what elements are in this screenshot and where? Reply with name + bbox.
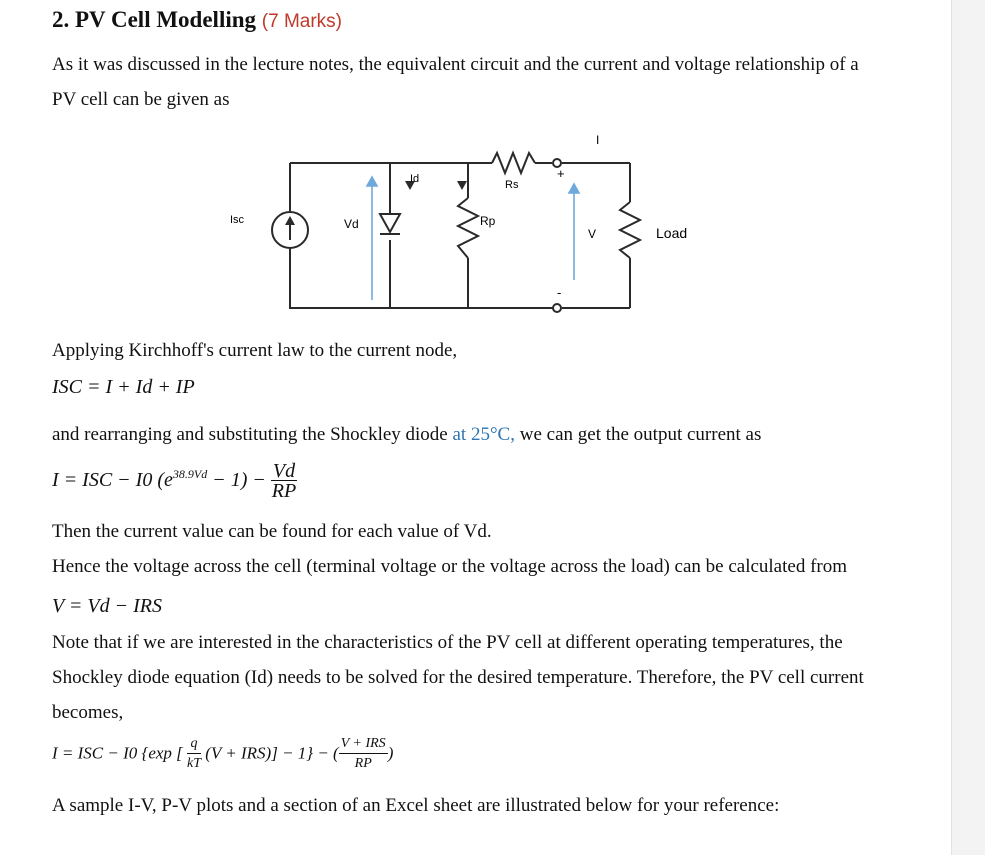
- eq4-fraction: [339, 735, 388, 774]
- eq1-text: ISC = I + Id + IP: [52, 376, 195, 398]
- note-line-1: Note that if we are interested in the characteristics of the PV cell at different operating temperatures, the: [52, 632, 843, 653]
- heading-text: 2. PV Cell Modelling: [52, 7, 257, 32]
- eq2-mid: − 1) −: [207, 469, 266, 492]
- label-vd: Vd: [344, 217, 359, 231]
- resistor-rs: [492, 153, 535, 173]
- eq4-q: q: [187, 735, 201, 754]
- diode-triangle: [380, 214, 400, 232]
- rearrange-text: [52, 424, 761, 446]
- equation-terminal-voltage: [52, 595, 162, 618]
- eq2-lhs: I = ISC − I0 (e: [52, 469, 173, 492]
- label-i: I: [596, 133, 600, 147]
- eq4-numerator: V + IRS: [339, 735, 388, 754]
- eq3-text: V = Vd − IRS: [52, 595, 162, 617]
- eq4-end: ): [387, 743, 394, 763]
- pv-equivalent-circuit: [200, 130, 720, 325]
- diode: [380, 214, 400, 234]
- resistor-rp: [458, 198, 478, 258]
- eq2-fraction: [271, 462, 297, 501]
- section-heading: [52, 7, 342, 33]
- kcl-text: Applying Kirchhoff's current law to the current node,: [52, 340, 458, 361]
- label-minus: -: [557, 285, 562, 300]
- eq4-denominator: RP: [354, 756, 372, 771]
- hence-text: Hence the voltage across the cell (terminal voltage or the voltage across the load) can be calculated from: [52, 556, 848, 577]
- label-id: Id: [410, 173, 420, 185]
- intro-line-1: As it was discussed in the lecture notes, the equivalent circuit and the current and voltage relationship of a: [52, 54, 859, 75]
- equation-kcl: [52, 376, 195, 399]
- label-isc: Isc: [230, 214, 245, 226]
- eq4-lhs: I = ISC − I0 {exp [: [52, 743, 183, 763]
- note-line-2: Shockley diode equation (Id) needs to be solved for the desired temperature. Therefore, the PV cell current: [52, 667, 864, 688]
- vd-arrow-head: [367, 177, 377, 186]
- eq4-q-over-kt: [187, 735, 201, 774]
- resistor-load: [620, 202, 640, 258]
- sample-text: A sample I-V, P-V plots and a section of an Excel sheet are illustrated below for your reference:: [52, 795, 780, 816]
- label-plus: +: [557, 166, 565, 181]
- label-v: V: [588, 227, 597, 241]
- terminal-minus: [553, 304, 561, 312]
- rearrange-c: we can get the output current as: [519, 424, 762, 445]
- equation-output-current: [52, 462, 297, 501]
- eq4-kt: kT: [187, 756, 202, 771]
- eq2-denominator: RP: [271, 480, 297, 502]
- rearrange-temp: at 25°C,: [452, 424, 515, 445]
- eq4-mid: (V + IRS)] − 1} − (: [205, 743, 339, 763]
- heading-marks: (7 Marks): [261, 11, 342, 32]
- rp-current-arrow-icon: [457, 181, 467, 190]
- page-edge: [951, 0, 985, 855]
- label-rs: Rs: [505, 179, 519, 191]
- intro-line-2: PV cell can be given as: [52, 89, 230, 110]
- label-load: Load: [656, 225, 688, 241]
- label-rp: Rp: [480, 214, 496, 228]
- eq2-exponent: 38.9Vd: [172, 467, 208, 482]
- equation-temperature-current: [52, 735, 393, 774]
- note-line-3: becomes,: [52, 702, 124, 723]
- then-text: Then the current value can be found for each value of Vd.: [52, 521, 492, 542]
- v-arrow-head: [569, 184, 579, 193]
- eq2-numerator: Vd: [272, 460, 296, 482]
- rearrange-a: and rearranging and substituting the Shockley diode: [52, 424, 448, 445]
